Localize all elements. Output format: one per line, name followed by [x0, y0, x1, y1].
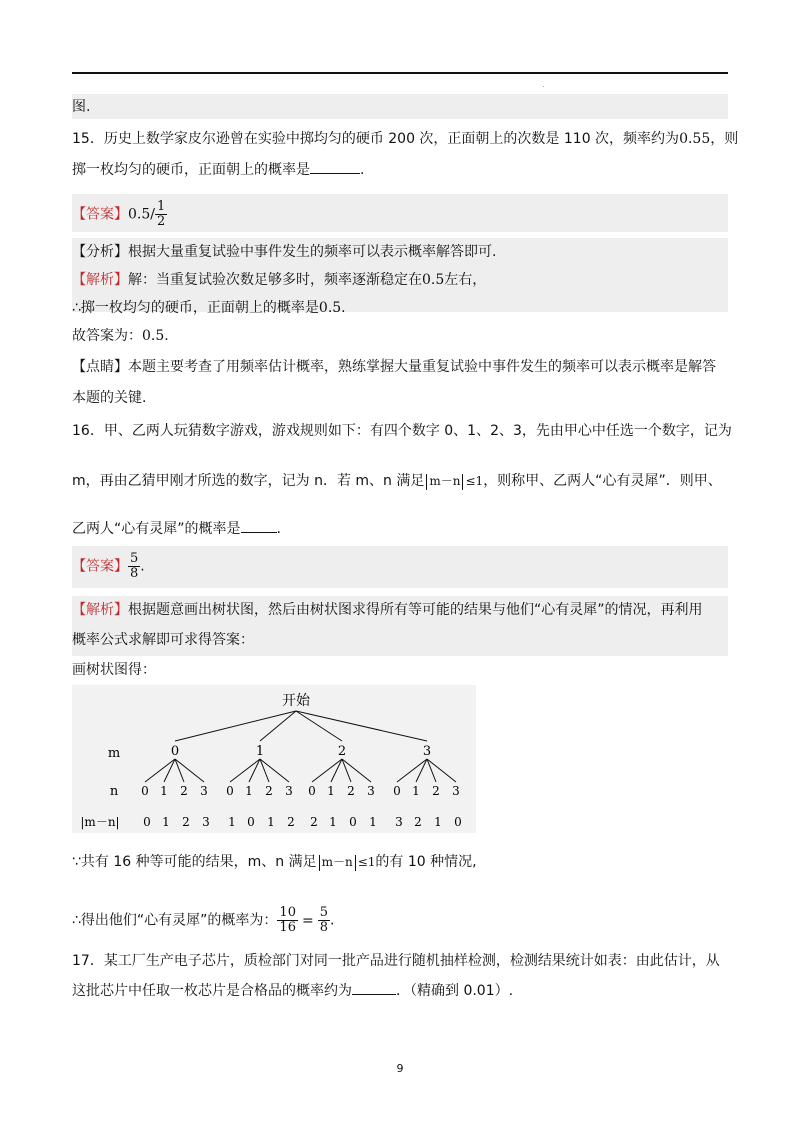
- tree-n-node: 2: [432, 784, 440, 798]
- tree-n-node: 0: [141, 784, 149, 798]
- fraction-ten-sixteenths: $\frac{10}{16}$: [279, 905, 296, 935]
- abs-inequality-2: m－n ≤1: [317, 855, 376, 869]
- question-17-line2: 这批芯片中任取一枚芯片是合格品的概率约为 ．（精确到 0.01）.: [72, 980, 513, 1002]
- tree-m-label: m: [107, 746, 121, 761]
- fraction-five-eighths-2: $\frac{5}{8}$: [319, 905, 328, 935]
- tree-n-node: 3: [367, 784, 375, 798]
- tree-diff-value: 1: [369, 815, 377, 829]
- analysis-15: 【分析】根据大量重复试验中事件发生的频率可以表示概率解答即可.: [72, 244, 497, 260]
- question-15-line2: 掷一枚均匀的硬币，正面朝上的概率是 .: [72, 159, 364, 181]
- tree-diff-value: 2: [182, 815, 190, 829]
- tree-n-label: n: [109, 784, 119, 799]
- tree-m-node: 1: [255, 744, 265, 759]
- tree-diff-value: 0: [247, 815, 255, 829]
- fraction-five-eighths: $\frac{5}{8}$: [130, 551, 139, 581]
- header-dot: .: [542, 80, 545, 89]
- tree-diff-value: 2: [414, 815, 422, 829]
- tree-diff-value: 3: [202, 815, 210, 829]
- question-15-line1: 15．历史上数学家皮尔逊曾在实验中掷均匀的硬币 200 次，正面朝上的次数是 110 次，频率约为0.55，则: [72, 131, 739, 147]
- conclusion-16-line1: ∵共有 16 种等可能的结果，m、n 满足 m－n ≤1的有 10 种情况,: [72, 854, 477, 870]
- shade-answer-15: [72, 194, 728, 232]
- tree-n-node: 0: [308, 784, 316, 798]
- solution-15-line1: 【解析】解：当重复试验次数足够多时，频率逐渐稳定在0.5左右，: [72, 272, 487, 288]
- question-16-line1: 16．甲、乙两人玩猜数字游戏，游戏规则如下：有四个数字 0、1、2、3，先由甲心中任选一个数字，记为: [72, 423, 732, 439]
- solution-16-line3: 画树状图得：: [72, 662, 156, 678]
- tree-diff-value: 1: [162, 815, 170, 829]
- solution-16-line2: 概率公式求解即可求得答案：: [72, 632, 254, 648]
- tree-diff-value: 2: [287, 815, 295, 829]
- tree-n-node: 3: [285, 784, 293, 798]
- tree-n-node: 3: [452, 784, 460, 798]
- tree-diff-value: 0: [454, 815, 462, 829]
- comment-15-line1: 【点睛】本题主要考查了用频率估计概率，熟练掌握大量重复试验中事件发生的频率可以表示概率是解答: [72, 359, 716, 375]
- tree-diff-value: 2: [310, 815, 318, 829]
- tree-n-node: 2: [265, 784, 273, 798]
- comment-15-line2: 本题的关键.: [72, 390, 147, 406]
- tree-n-node: 2: [180, 784, 188, 798]
- tree-diff-value: 1: [329, 815, 337, 829]
- tree-n-node: 1: [412, 784, 420, 798]
- conclusion-16-line2: ∴得出他们“心有灵犀”的概率为： $\frac{10}{16}$ = $\frac{5}{8}$ .: [72, 905, 335, 935]
- tree-n-node: 1: [245, 784, 253, 798]
- tree-m-node: 2: [337, 744, 347, 759]
- tree-diff-value: 1: [434, 815, 442, 829]
- shade-answer-16: [72, 546, 728, 588]
- tree-start: 开始: [282, 693, 310, 709]
- tree-n-node: 0: [393, 784, 401, 798]
- page-number: 9: [396, 1062, 404, 1075]
- abs-inequality: m－n ≤1: [424, 474, 483, 488]
- question-16-line3: 乙两人“心有灵犀”的概率是 .: [72, 518, 281, 540]
- prev-tail: 图.: [72, 99, 91, 115]
- tree-diff-value: 0: [143, 815, 151, 829]
- tree-diagram: [72, 685, 476, 833]
- answer-blank: [310, 159, 360, 174]
- tree-diff-value: 3: [395, 815, 403, 829]
- tree-m-node: 3: [422, 744, 432, 759]
- answer-16: 【答案】 $\frac{5}{8}$ .: [72, 551, 145, 581]
- answer-blank: [241, 518, 277, 533]
- tree-diff-value: 1: [228, 815, 236, 829]
- tree-diff-value: 1: [267, 815, 275, 829]
- solution-16-line1: 【解析】根据题意画出树状图，然后由树状图求得所有等可能的结果与他们“心有灵犀”的情况，再利用: [72, 602, 703, 618]
- shade-prev: [72, 94, 728, 119]
- solution-15-line3: 故答案为：0.5.: [72, 328, 169, 344]
- answer-15: 【答案】0.5/ $\frac{1}{2}$: [72, 199, 166, 229]
- question-16-line2: m，再由乙猜甲刚才所选的数字，记为 n．若 m、n 满足 m－n ≤1，则称甲、乙两人“心有灵犀”．则甲、: [72, 473, 722, 489]
- tree-n-node: 0: [226, 784, 234, 798]
- question-17-line1: 17．某工厂生产电子芯片，质检部门对同一批产品进行随机抽样检测，检测结果统计如表：由此估计，从: [72, 953, 720, 969]
- tree-n-node: 3: [200, 784, 208, 798]
- answer-blank: [352, 980, 396, 995]
- tree-n-node: 2: [347, 784, 355, 798]
- tree-diff-label: |m－n|: [80, 815, 120, 829]
- tree-n-node: 1: [160, 784, 168, 798]
- tree-m-node: 0: [170, 744, 180, 759]
- solution-15-line2: ∴掷一枚均匀的硬币，正面朝上的概率是0.5.: [72, 300, 346, 316]
- fraction-one-half: $\frac{1}{2}$: [156, 199, 166, 229]
- header-rule: [72, 72, 728, 74]
- tree-n-node: 1: [327, 784, 335, 798]
- tree-diff-value: 0: [349, 815, 357, 829]
